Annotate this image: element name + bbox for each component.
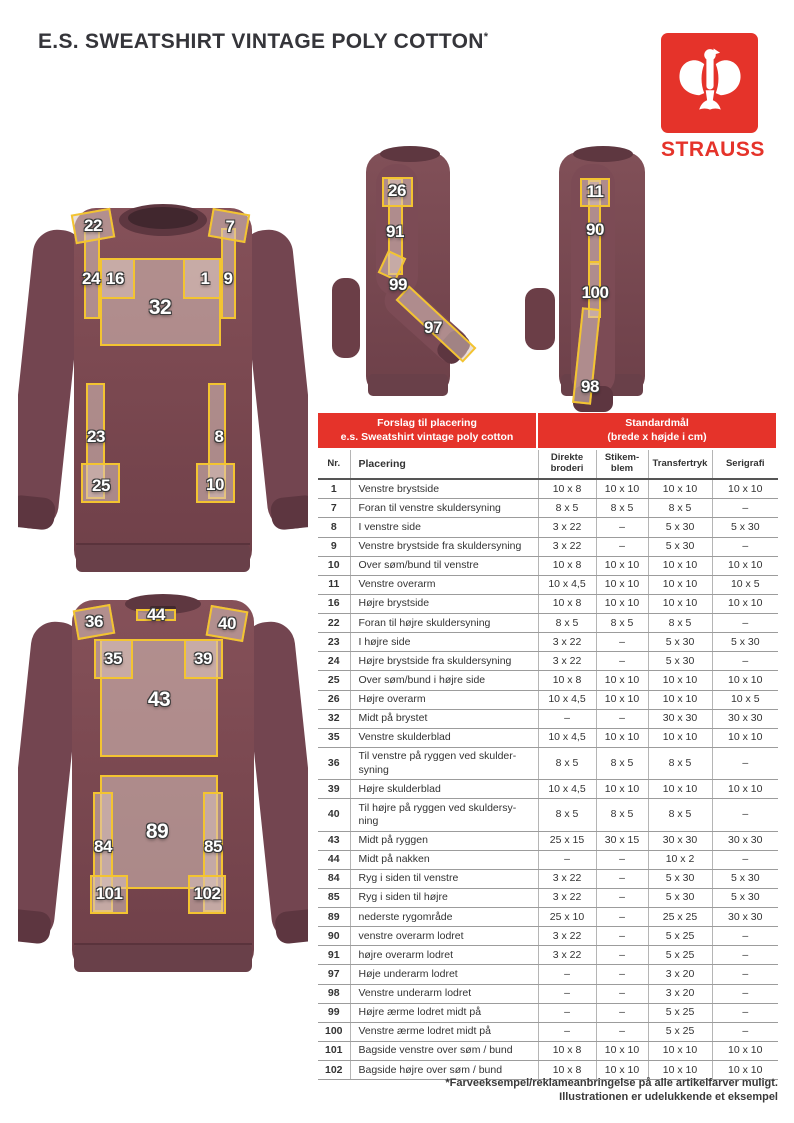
table-row xyxy=(318,614,778,633)
cell-size-value: 8 x 5 xyxy=(596,747,648,779)
column-header-placering: Placering xyxy=(350,450,538,479)
cell-size-value: – xyxy=(538,965,596,984)
zone-number-22: 22 xyxy=(84,216,102,235)
table-row xyxy=(318,1022,778,1041)
cell-size-value: – xyxy=(538,709,596,728)
cell-size-value: 5 x 30 xyxy=(712,869,778,888)
cell-size-value: – xyxy=(596,518,648,537)
cell-nr: 97 xyxy=(318,965,350,984)
cell-placering: Venstre skulderblad xyxy=(350,728,538,747)
cell-size-value: 5 x 25 xyxy=(648,946,712,965)
cell-size-value: 10 x 2 xyxy=(648,850,712,869)
cell-size-value: – xyxy=(596,965,648,984)
cell-placering: I venstre side xyxy=(350,518,538,537)
zone-number-44: 44 xyxy=(147,605,165,624)
cell-nr: 1 xyxy=(318,479,350,499)
zone-number-84: 84 xyxy=(94,837,112,856)
cell-nr: 25 xyxy=(318,671,350,690)
zone-number-90: 90 xyxy=(586,220,604,239)
cell-size-value: 10 x 10 xyxy=(596,575,648,594)
cell-size-value: 25 x 25 xyxy=(648,908,712,927)
zone-number-102: 102 xyxy=(193,884,221,903)
cell-placering: Højre brystside fra skuldersyning xyxy=(350,652,538,671)
zone-number-35: 35 xyxy=(104,649,122,668)
table-row xyxy=(318,671,778,690)
cell-nr: 40 xyxy=(318,799,350,831)
table-row xyxy=(318,499,778,518)
cell-placering: Ryg i siden til venstre xyxy=(350,869,538,888)
cell-nr: 16 xyxy=(318,594,350,613)
zone-number-9: 9 xyxy=(223,269,233,288)
cell-size-value: 3 x 22 xyxy=(538,888,596,907)
figure-side-view-right xyxy=(515,138,690,423)
cell-size-value: 8 x 5 xyxy=(538,747,596,779)
cell-placering: Højre skulderblad xyxy=(350,780,538,799)
strauss-wordmark: STRAUSS xyxy=(661,138,765,161)
cell-nr: 23 xyxy=(318,633,350,652)
zone-number-16: 16 xyxy=(106,269,124,288)
zone-number-1: 1 xyxy=(200,269,210,288)
cell-size-value: 3 x 20 xyxy=(648,965,712,984)
cell-size-value: 10 x 10 xyxy=(648,780,712,799)
cell-size-value: 5 x 30 xyxy=(712,633,778,652)
table-row xyxy=(318,946,778,965)
cell-nr: 43 xyxy=(318,831,350,850)
cell-size-value: – xyxy=(712,984,778,1003)
cell-size-value: 10 x 10 xyxy=(712,1041,778,1060)
header-placement-suggestion xyxy=(318,413,538,448)
cell-placering: Højre overarm xyxy=(350,690,538,709)
cell-size-value: 10 x 8 xyxy=(538,594,596,613)
zone-number-99: 99 xyxy=(389,275,407,294)
table-row xyxy=(318,575,778,594)
footnote-line2: Illustrationen er udelukkende et eksempel xyxy=(559,1091,778,1104)
zone-number-23: 23 xyxy=(87,427,105,446)
zone-number-32: 32 xyxy=(148,296,172,319)
cell-size-value: 25 x 15 xyxy=(538,831,596,850)
cell-size-value: 10 x 4,5 xyxy=(538,780,596,799)
cell-size-value: 8 x 5 xyxy=(596,799,648,831)
cell-size-value: 5 x 30 xyxy=(712,518,778,537)
cell-size-value: 10 x 8 xyxy=(538,479,596,499)
cell-size-value: 10 x 8 xyxy=(538,1041,596,1060)
cell-size-value: 5 x 30 xyxy=(648,518,712,537)
cell-size-value: 10 x 10 xyxy=(712,594,778,613)
zone-number-8: 8 xyxy=(214,427,224,446)
cell-placering: Over søm/bund i højre side xyxy=(350,671,538,690)
cell-size-value: – xyxy=(596,946,648,965)
cell-size-value: – xyxy=(538,984,596,1003)
cell-size-value: 8 x 5 xyxy=(538,499,596,518)
zone-number-40: 40 xyxy=(218,614,236,633)
cell-size-value: – xyxy=(712,799,778,831)
cell-nr: 89 xyxy=(318,908,350,927)
cell-size-value: 10 x 10 xyxy=(596,671,648,690)
cell-size-value: – xyxy=(712,747,778,779)
zone-number-39: 39 xyxy=(194,649,212,668)
cell-size-value: 5 x 25 xyxy=(648,1022,712,1041)
zone-number-100: 100 xyxy=(581,283,609,302)
cell-size-value: 3 x 22 xyxy=(538,633,596,652)
table-row xyxy=(318,908,778,927)
table-row xyxy=(318,1041,778,1060)
cell-placering: Over søm/bund til venstre xyxy=(350,556,538,575)
cell-placering: Foran til venstre skuldersyning xyxy=(350,499,538,518)
cell-nr: 44 xyxy=(318,850,350,869)
cell-size-value: 30 x 30 xyxy=(712,908,778,927)
table-row xyxy=(318,518,778,537)
cell-size-value: – xyxy=(596,709,648,728)
cell-size-value: – xyxy=(596,984,648,1003)
zone-number-26: 26 xyxy=(388,181,406,200)
table-row xyxy=(318,479,778,499)
zone-number-91: 91 xyxy=(386,222,404,241)
cell-size-value: 10 x 4,5 xyxy=(538,690,596,709)
cell-size-value: 10 x 10 xyxy=(712,479,778,499)
title-asterisk: * xyxy=(483,31,489,43)
cell-size-value: 10 x 10 xyxy=(712,780,778,799)
cell-size-value: 10 x 10 xyxy=(648,728,712,747)
cell-size-value: 8 x 5 xyxy=(648,747,712,779)
table-row xyxy=(318,780,778,799)
cell-size-value: 10 x 10 xyxy=(648,575,712,594)
cell-nr: 9 xyxy=(318,537,350,556)
figure-back-view xyxy=(18,582,308,982)
cell-size-value: 3 x 22 xyxy=(538,652,596,671)
cell-nr: 90 xyxy=(318,927,350,946)
cell-size-value: 10 x 10 xyxy=(596,594,648,613)
cell-size-value: 10 x 8 xyxy=(538,556,596,575)
cell-nr: 8 xyxy=(318,518,350,537)
strauss-ostrich-icon xyxy=(661,33,758,133)
cell-size-value: 5 x 30 xyxy=(648,888,712,907)
cell-size-value: 10 x 10 xyxy=(596,728,648,747)
header-left-line1: Forslag til placering xyxy=(377,417,477,429)
zone-number-43: 43 xyxy=(147,688,171,711)
cell-size-value: 10 x 10 xyxy=(596,1061,648,1080)
footnote-line1: *Farveeksempel/reklameanbringelse på alle artikelfarver muligt. xyxy=(445,1077,778,1089)
page-title xyxy=(38,30,488,54)
cell-size-value: 10 x 10 xyxy=(712,728,778,747)
column-header-stikem-blem: Stikem-blem xyxy=(596,450,648,479)
cell-size-value: 10 x 10 xyxy=(712,556,778,575)
zone-number-97: 97 xyxy=(424,318,442,337)
cell-size-value: 10 x 10 xyxy=(648,690,712,709)
cell-size-value: 10 x 10 xyxy=(648,594,712,613)
table-row xyxy=(318,869,778,888)
cell-size-value: 5 x 25 xyxy=(648,1003,712,1022)
cell-size-value: – xyxy=(712,850,778,869)
placement-table xyxy=(318,413,778,1080)
sweatshirt-side-left-illustration xyxy=(330,138,515,423)
table-row xyxy=(318,709,778,728)
header-right-line2: (brede x højde i cm) xyxy=(607,430,707,443)
cell-size-value: – xyxy=(712,614,778,633)
header-standard-sizes xyxy=(538,413,776,448)
cell-size-value: 10 x 8 xyxy=(538,671,596,690)
sweatshirt-front-illustration xyxy=(18,186,308,586)
cell-size-value: – xyxy=(596,908,648,927)
cell-size-value: 10 x 10 xyxy=(648,479,712,499)
cell-size-value: 5 x 30 xyxy=(712,888,778,907)
table-row xyxy=(318,747,778,779)
cell-size-value: 8 x 5 xyxy=(648,614,712,633)
cell-size-value: – xyxy=(712,927,778,946)
cell-size-value: – xyxy=(538,1003,596,1022)
cell-nr: 11 xyxy=(318,575,350,594)
cell-size-value: 10 x 10 xyxy=(596,556,648,575)
table-row xyxy=(318,1003,778,1022)
cell-placering: Midt på ryggen xyxy=(350,831,538,850)
zone-number-7: 7 xyxy=(225,217,235,236)
cell-size-value: 8 x 5 xyxy=(538,614,596,633)
cell-size-value: 3 x 22 xyxy=(538,927,596,946)
cell-size-value: 30 x 30 xyxy=(712,709,778,728)
cell-size-value: 5 x 30 xyxy=(648,869,712,888)
table-row xyxy=(318,888,778,907)
cell-size-value: 10 x 10 xyxy=(712,671,778,690)
cell-placering: Bagside højre over søm / bund xyxy=(350,1061,538,1080)
table-row xyxy=(318,850,778,869)
cell-nr: 36 xyxy=(318,747,350,779)
cell-size-value: 10 x 10 xyxy=(648,556,712,575)
cell-placering: Midt på brystet xyxy=(350,709,538,728)
cell-size-value: 3 x 22 xyxy=(538,537,596,556)
cell-placering: højre overarm lodret xyxy=(350,946,538,965)
cell-size-value: 10 x 4,5 xyxy=(538,728,596,747)
cell-size-value: 10 x 10 xyxy=(648,1061,712,1080)
table-row xyxy=(318,556,778,575)
cell-nr: 32 xyxy=(318,709,350,728)
cell-size-value: 10 x 8 xyxy=(538,1061,596,1080)
cell-size-value: 10 x 5 xyxy=(712,575,778,594)
cell-size-value: 3 x 22 xyxy=(538,869,596,888)
cell-size-value: – xyxy=(596,537,648,556)
cell-size-value: – xyxy=(596,633,648,652)
table-row xyxy=(318,799,778,831)
cell-size-value: 8 x 5 xyxy=(596,614,648,633)
cell-size-value: 10 x 10 xyxy=(596,780,648,799)
cell-size-value: – xyxy=(596,869,648,888)
zone-number-10: 10 xyxy=(206,475,224,494)
cell-size-value: – xyxy=(712,652,778,671)
footnote xyxy=(318,1076,778,1105)
column-header-serigrafi: Serigrafi xyxy=(712,450,778,479)
cell-nr: 26 xyxy=(318,690,350,709)
cell-size-value: – xyxy=(538,1022,596,1041)
cell-size-value: – xyxy=(538,850,596,869)
cell-placering: Midt på nakken xyxy=(350,850,538,869)
zone-number-24: 24 xyxy=(82,269,100,288)
cell-size-value: 25 x 10 xyxy=(538,908,596,927)
cell-placering: Høje underarm lodret xyxy=(350,965,538,984)
cell-nr: 24 xyxy=(318,652,350,671)
zone-number-85: 85 xyxy=(204,837,222,856)
cell-placering: Venstre brystside fra skuldersyning xyxy=(350,537,538,556)
cell-placering: Ryg i siden til højre xyxy=(350,888,538,907)
cell-nr: 7 xyxy=(318,499,350,518)
cell-placering: Bagside venstre over søm / bund xyxy=(350,1041,538,1060)
cell-size-value: 8 x 5 xyxy=(648,499,712,518)
cell-size-value: 10 x 4,5 xyxy=(538,575,596,594)
cell-size-value: – xyxy=(712,537,778,556)
cell-size-value: – xyxy=(596,1022,648,1041)
cell-nr: 39 xyxy=(318,780,350,799)
cell-placering: Højre ærme lodret midt på xyxy=(350,1003,538,1022)
zone-number-36: 36 xyxy=(85,612,103,631)
cell-placering: venstre overarm lodret xyxy=(350,927,538,946)
column-header-transfertryk: Transfertryk xyxy=(648,450,712,479)
cell-placering: Venstre ærme lodret midt på xyxy=(350,1022,538,1041)
cell-placering: Venstre underarm lodret xyxy=(350,984,538,1003)
cell-size-value: 8 x 5 xyxy=(596,499,648,518)
cell-size-value: 10 x 10 xyxy=(712,1061,778,1080)
cell-size-value: – xyxy=(596,850,648,869)
cell-nr: 101 xyxy=(318,1041,350,1060)
cell-placering: nederste rygområde xyxy=(350,908,538,927)
cell-size-value: 3 x 22 xyxy=(538,518,596,537)
cell-nr: 102 xyxy=(318,1061,350,1080)
cell-size-value: 30 x 30 xyxy=(712,831,778,850)
cell-size-value: – xyxy=(712,965,778,984)
cell-size-value: 10 x 10 xyxy=(596,690,648,709)
cell-placering: Højre brystside xyxy=(350,594,538,613)
cell-size-value: 10 x 10 xyxy=(596,479,648,499)
table-row xyxy=(318,728,778,747)
table-row xyxy=(318,652,778,671)
table-row xyxy=(318,690,778,709)
cell-nr: 100 xyxy=(318,1022,350,1041)
table-red-header xyxy=(318,413,778,450)
cell-placering: Foran til højre skuldersyning xyxy=(350,614,538,633)
cell-nr: 84 xyxy=(318,869,350,888)
table-row xyxy=(318,984,778,1003)
table-row xyxy=(318,831,778,850)
cell-nr: 99 xyxy=(318,1003,350,1022)
cell-placering: Venstre brystside xyxy=(350,479,538,499)
figure-side-view-left xyxy=(330,138,515,423)
figure-front-view xyxy=(18,186,308,586)
cell-size-value: 30 x 30 xyxy=(648,709,712,728)
zone-number-89: 89 xyxy=(145,820,169,843)
placement-data-table xyxy=(318,450,778,1080)
zone-number-11: 11 xyxy=(586,182,604,201)
cell-placering: Til højre på ryggen ved skuldersy-ning xyxy=(350,799,538,831)
cell-size-value: – xyxy=(596,652,648,671)
table-row xyxy=(318,537,778,556)
page-title-text: E.S. SWEATSHIRT VINTAGE POLY COTTON xyxy=(38,30,484,53)
cell-size-value: 10 x 10 xyxy=(648,1041,712,1060)
table-row xyxy=(318,965,778,984)
cell-size-value: – xyxy=(596,888,648,907)
cell-size-value: 10 x 10 xyxy=(648,671,712,690)
cell-size-value: 10 x 5 xyxy=(712,690,778,709)
zone-number-101: 101 xyxy=(95,884,123,903)
cell-size-value: – xyxy=(712,1022,778,1041)
column-header-row xyxy=(318,450,778,479)
cell-size-value: – xyxy=(712,499,778,518)
column-header-direkte-broderi: Direkte broderi xyxy=(538,450,596,479)
zone-number-25: 25 xyxy=(92,476,110,495)
column-header-nr-: Nr. xyxy=(318,450,350,479)
table-row xyxy=(318,927,778,946)
table-row xyxy=(318,594,778,613)
cell-size-value: – xyxy=(712,1003,778,1022)
cell-size-value: 3 x 22 xyxy=(538,946,596,965)
cell-nr: 85 xyxy=(318,888,350,907)
cell-placering: Venstre overarm xyxy=(350,575,538,594)
cell-size-value: 8 x 5 xyxy=(648,799,712,831)
cell-size-value: 5 x 30 xyxy=(648,633,712,652)
cell-size-value: 3 x 20 xyxy=(648,984,712,1003)
cell-size-value: 30 x 30 xyxy=(648,831,712,850)
cell-size-value: – xyxy=(596,927,648,946)
cell-size-value: 8 x 5 xyxy=(538,799,596,831)
cell-size-value: 5 x 30 xyxy=(648,652,712,671)
cell-nr: 22 xyxy=(318,614,350,633)
table-row xyxy=(318,633,778,652)
cell-size-value: – xyxy=(596,1003,648,1022)
cell-nr: 35 xyxy=(318,728,350,747)
cell-size-value: 10 x 10 xyxy=(596,1041,648,1060)
cell-size-value: 5 x 25 xyxy=(648,927,712,946)
cell-size-value: 30 x 15 xyxy=(596,831,648,850)
cell-size-value: 5 x 30 xyxy=(648,537,712,556)
ostrich-glyph xyxy=(674,43,746,123)
cell-placering: Til venstre på ryggen ved skulder-syning xyxy=(350,747,538,779)
cell-nr: 10 xyxy=(318,556,350,575)
cell-nr: 98 xyxy=(318,984,350,1003)
header-left-line2: e.s. Sweatshirt vintage poly cotton xyxy=(340,430,514,443)
zone-number-98: 98 xyxy=(581,377,599,396)
cell-size-value: – xyxy=(712,946,778,965)
cell-placering: I højre side xyxy=(350,633,538,652)
cell-nr: 91 xyxy=(318,946,350,965)
header-right-line1: Standardmål xyxy=(625,417,689,429)
